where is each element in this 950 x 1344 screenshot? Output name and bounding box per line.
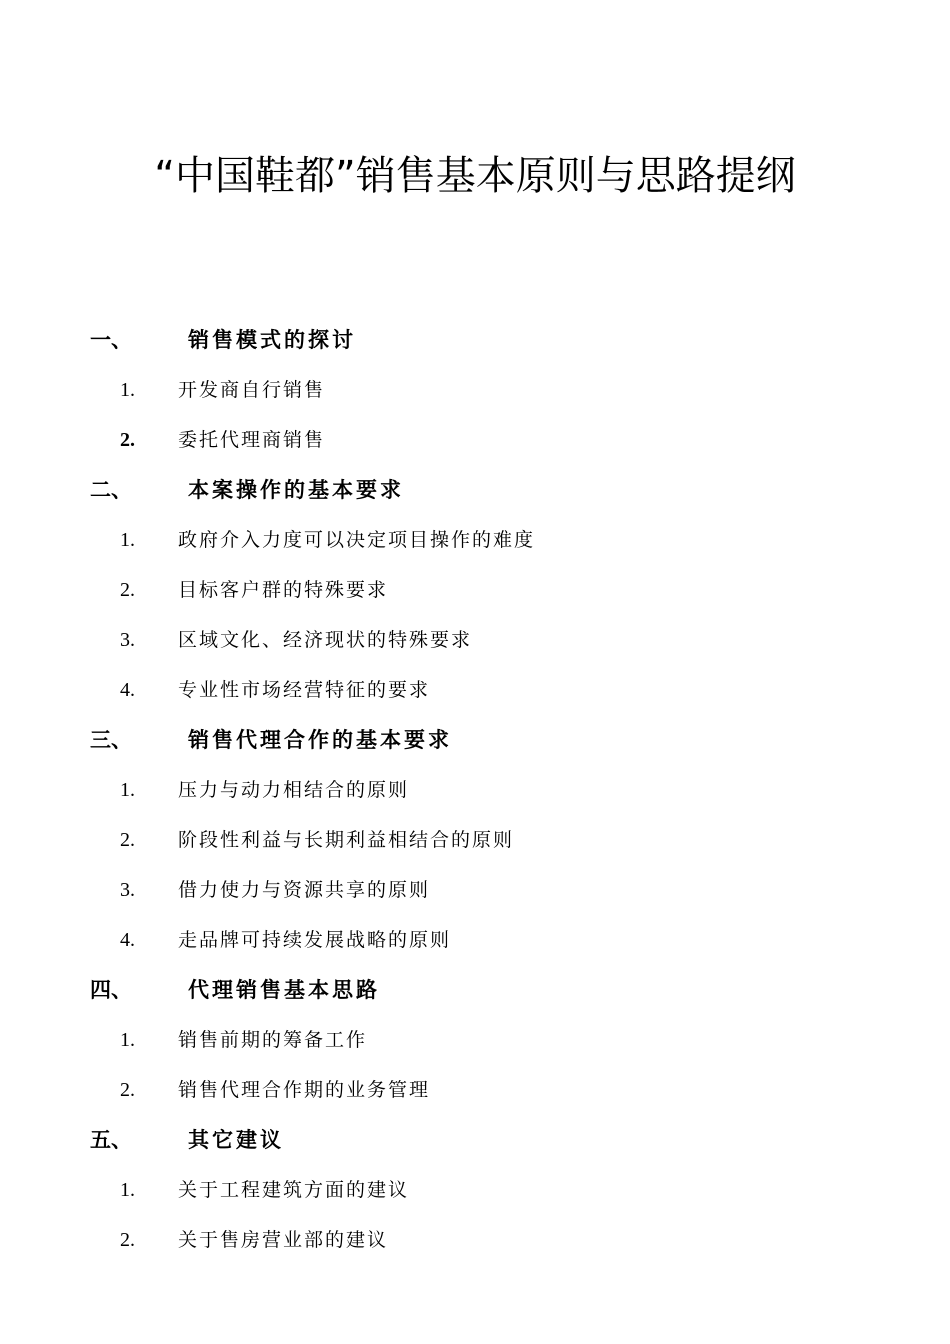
item-text: 借力使力与资源共享的原则: [178, 879, 431, 901]
section-number: 一、: [90, 327, 132, 352]
section-title: 销售模式的探讨: [188, 327, 356, 352]
section-number: 三、: [90, 727, 132, 752]
item-text: 销售代理合作期的业务管理: [178, 1079, 431, 1101]
item-number: 1.: [120, 1179, 135, 1201]
item-text: 政府介入力度可以决定项目操作的难度: [178, 529, 536, 551]
list-item: [0, 1014, 950, 1064]
item-text: 区域文化、经济现状的特殊要求: [178, 629, 473, 651]
item-number: 2.: [120, 579, 135, 601]
item-number: 2.: [120, 1229, 135, 1251]
item-text: 委托代理商销售: [178, 429, 326, 451]
item-text: 走品牌可持续发展战略的原则: [178, 929, 452, 951]
list-item: [0, 814, 950, 864]
item-text: 开发商自行销售: [178, 379, 326, 401]
item-text: 关于售房营业部的建议: [178, 1229, 389, 1251]
item-number: 2.: [120, 429, 135, 451]
item-number: 2.: [120, 1079, 135, 1101]
item-number: 1.: [120, 1029, 135, 1051]
section-heading: [0, 714, 950, 764]
item-number: 4.: [120, 929, 135, 951]
section-heading: [0, 1114, 950, 1164]
section-title: 本案操作的基本要求: [188, 477, 404, 502]
item-number: 3.: [120, 879, 135, 901]
list-item: [0, 614, 950, 664]
item-number: 3.: [120, 629, 135, 651]
item-number: 1.: [120, 379, 135, 401]
item-text: 目标客户群的特殊要求: [178, 579, 389, 601]
list-item: [0, 364, 950, 414]
item-text: 关于工程建筑方面的建议: [178, 1179, 410, 1201]
list-item: [0, 514, 950, 564]
item-number: 2.: [120, 829, 135, 851]
section-title: 其它建议: [188, 1127, 284, 1152]
list-item: [0, 914, 950, 964]
section-title: 代理销售基本思路: [188, 977, 380, 1002]
list-item: [0, 1064, 950, 1114]
item-number: 4.: [120, 679, 135, 701]
list-item: [0, 664, 950, 714]
item-number: 1.: [120, 529, 135, 551]
item-number: 1.: [120, 779, 135, 801]
list-item: [0, 414, 950, 464]
item-text: 压力与动力相结合的原则: [178, 779, 410, 801]
list-item: [0, 1164, 950, 1214]
list-item: [0, 1214, 950, 1264]
section-heading: [0, 964, 950, 1014]
section-number: 四、: [90, 977, 132, 1002]
item-text: 专业性市场经营特征的要求: [178, 679, 431, 701]
list-item: [0, 864, 950, 914]
section-heading: [0, 314, 950, 364]
section-title: 销售代理合作的基本要求: [188, 727, 452, 752]
item-text: 阶段性利益与长期利益相结合的原则: [178, 829, 515, 851]
document-title: “中国鞋都”销售基本原则与思路提纲: [154, 153, 796, 199]
section-number: 二、: [90, 477, 132, 502]
outline: [0, 314, 950, 1264]
list-item: [0, 764, 950, 814]
item-text: 销售前期的筹备工作: [178, 1029, 368, 1051]
list-item: [0, 564, 950, 614]
section-heading: [0, 464, 950, 514]
section-number: 五、: [90, 1127, 132, 1152]
